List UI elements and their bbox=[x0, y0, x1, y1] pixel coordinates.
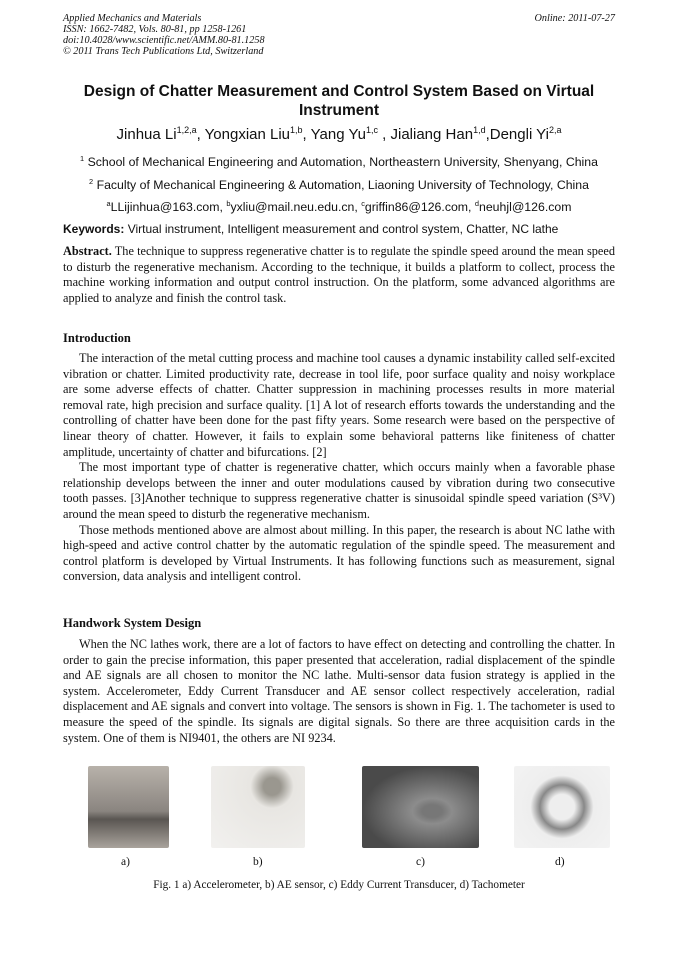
issn: ISSN: 1662-7482, Vols. 80-81, pp 1258-1261 bbox=[63, 24, 247, 35]
eddy-current-transducer-photo bbox=[362, 766, 479, 848]
figure-label: d) bbox=[555, 856, 565, 868]
author-sup: 1,c bbox=[365, 125, 378, 135]
figure-label: b) bbox=[253, 856, 263, 868]
accelerometer-photo bbox=[88, 766, 169, 848]
author: Dengli Yi bbox=[489, 126, 549, 143]
email: LLijinhua@163.com, bbox=[110, 200, 227, 214]
abstract bbox=[63, 244, 615, 306]
ae-sensor-photo bbox=[211, 766, 305, 848]
email-sup: d bbox=[474, 198, 479, 208]
aff-sup: 2 bbox=[89, 176, 94, 186]
email: neuhjl@126.com bbox=[479, 200, 572, 214]
author-sup: 1,b bbox=[290, 125, 303, 135]
email: yxliu@mail.neu.edu.cn, bbox=[230, 200, 362, 214]
author: Jialiang Han bbox=[390, 126, 474, 143]
aff-sup: 1 bbox=[80, 153, 85, 163]
keywords bbox=[63, 222, 558, 236]
abstract-text: The technique to suppress regenerative chatter is to regulate the spindle speed around the mean speed to disturb the regenerative mechanism. According to the technique, it builds a platform to collect, process the machine working information and output control instruction. On the platform, some advanced algorithms are applied to analyze and finish the control task. bbox=[63, 244, 615, 305]
aff-text: Faculty of Mechanical Engineering & Automation, Liaoning University of Technology, China bbox=[96, 178, 589, 192]
online-date: Online: 2011-07-27 bbox=[534, 13, 615, 24]
author-sup: 1,2,a bbox=[176, 125, 197, 135]
paragraph: The interaction of the metal cutting process and machine tool causes a dynamic instability called self-excited vibration or chatter. Limited productivity rate, decrease in tool life, poor surface quality and noisy workplace are some adverse effects of chatter. Chatter suppression in machining processes results in more material removal rate, high precision and surface quality. [1] A lot of research efforts towards the understanding and the controlling of chatter have been done for the past fifty years. Some research were based on the perspective of linear theory of chatter. However, it fails to explain some behavioral patterns like finiteness of chatter amplitude, uncertainty of chatter and bifurcations. [2] bbox=[63, 351, 615, 459]
section-heading: Handwork System Design bbox=[63, 616, 202, 630]
aff-text: School of Mechanical Engineering and Automation, Northeastern University, Shenyang, China bbox=[87, 155, 598, 169]
paragraph: Those methods mentioned above are almost about milling. In this paper, the research is about NC lathe with high-speed and active control chatter by the automatic regulation of the spindle speed. The measurement and control platform is developed by Virtual Instruments. It has following functions such as measurement, signal conversion, data analysis and intelligent control. bbox=[63, 522, 615, 584]
journal-name: Applied Mechanics and Materials bbox=[63, 13, 202, 24]
author: Jinhua Li bbox=[116, 126, 177, 143]
journal-header bbox=[63, 13, 265, 57]
introduction-body bbox=[63, 351, 615, 585]
author-sup: 1,d bbox=[473, 125, 486, 135]
author: Yongxian Liu bbox=[204, 126, 291, 143]
email: griffin86@126.com, bbox=[364, 200, 475, 214]
handwork-body bbox=[63, 637, 615, 746]
affiliation bbox=[40, 155, 638, 169]
abstract-label: Abstract. bbox=[63, 244, 112, 258]
email-sup: b bbox=[226, 198, 231, 208]
email-sup: a bbox=[106, 198, 111, 208]
emails bbox=[40, 200, 638, 214]
figure-caption: Fig. 1 a) Accelerometer, b) AE sensor, c) Eddy Current Transducer, d) Tachometer bbox=[153, 879, 525, 891]
author: Yang Yu bbox=[310, 126, 366, 143]
paper-title: Design of Chatter Measurement and Control System Based on Virtual Instrument bbox=[83, 83, 595, 119]
copyright: © 2011 Trans Tech Publications Ltd, Switzerland bbox=[63, 46, 264, 57]
paragraph: The most important type of chatter is regenerative chatter, which occurs mainly when a favorable phase relationship develops between the inner and outer modulations caused by vibration during two consecutive tooth passes. [3]Another technique to suppress regenerative chatter is sinusoidal spindle speed variation (S³V) around the mean speed to disturb the regenerative mechanism. bbox=[63, 460, 615, 521]
author-sup: 2,a bbox=[548, 125, 562, 135]
paragraph: When the NC lathes work, there are a lot of factors to have effect on detecting and controlling the chatter. In order to gain the precise information, this paper presented that acceleration, radial displacement of the spindle and AE signals are all chosen to monitor the NC lathe. Multi-sensor data fusion strategy is applied in the system. Accelerometer, Eddy Current Transducer and AE sensor collect respectively acceleration, radial displacement and AE signals and convert into voltage. The sensors is shown in Fig. 1. The tachometer is used to measure the speed of the spindle. Its signals are digital signals. So there are three acquisition cards in the system. One of them is NI9401, the others are NI 9234. bbox=[63, 637, 615, 745]
figure-label: a) bbox=[121, 856, 130, 868]
keywords-text: Virtual instrument, Intelligent measurement and control system, Chatter, NC lathe bbox=[124, 222, 559, 236]
tachometer-photo bbox=[514, 766, 610, 848]
authors: Jinhua Li$^{1,2,a}$, Yongxian Liu$^{1,b}$, Yang Yu$^{1,c}$ , Jialiang Han$^{1,d}$,Dengli Yi$^{2,a}$ bbox=[116, 125, 562, 143]
affiliation bbox=[40, 178, 638, 192]
email-sup: c bbox=[361, 198, 365, 208]
section-heading: Introduction bbox=[63, 331, 131, 345]
figure-label: c) bbox=[416, 856, 425, 868]
keywords-label: Keywords: bbox=[63, 222, 125, 236]
doi: doi:10.4028/www.scientific.net/AMM.80-81.1258 bbox=[63, 35, 265, 46]
